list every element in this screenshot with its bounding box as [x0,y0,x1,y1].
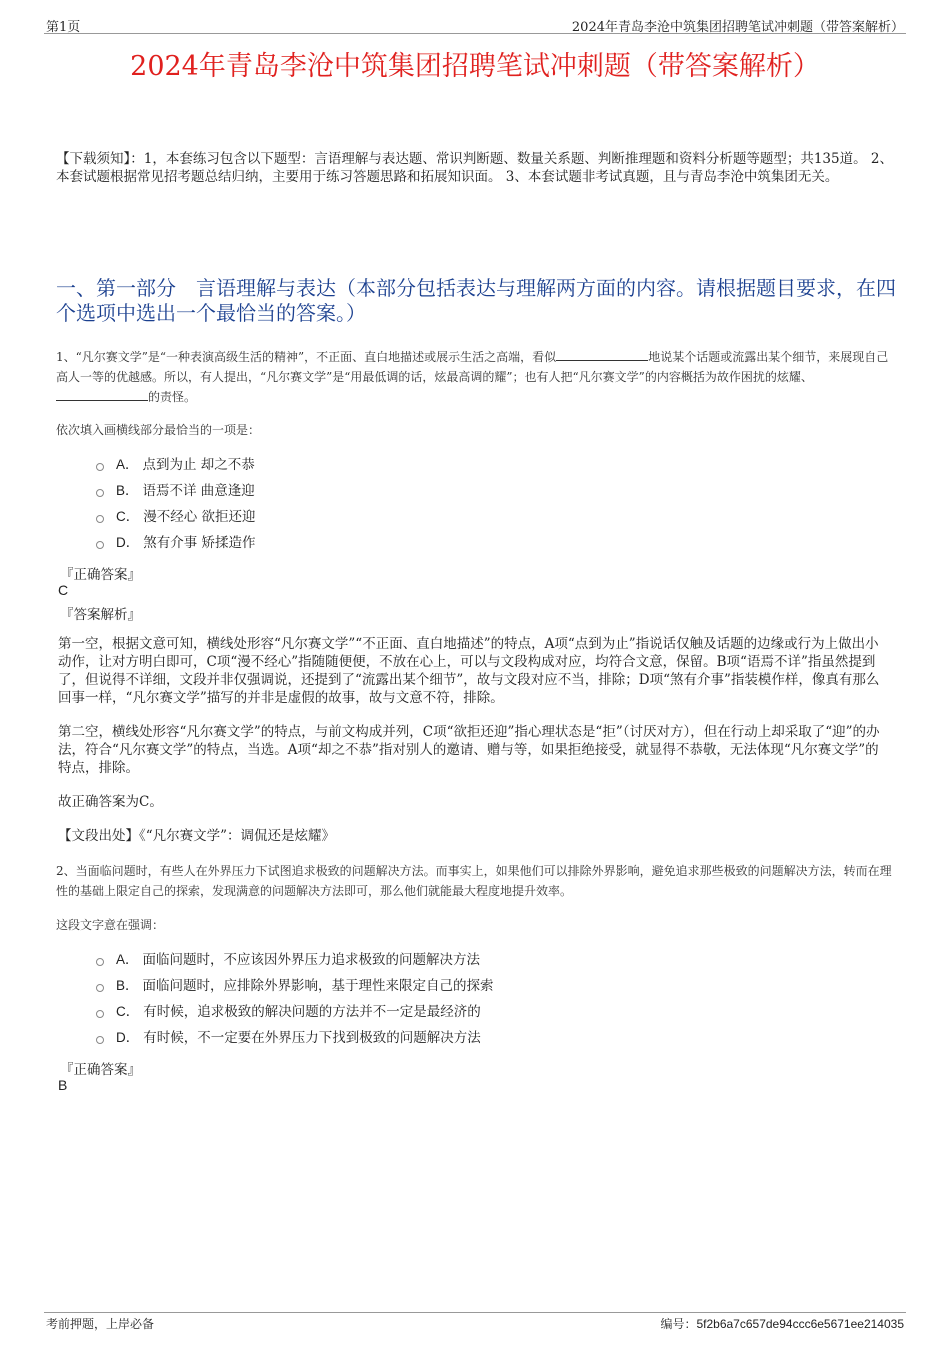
footer-code: 编号：5f2b6a7c657de94ccc6e5671ee214035 [660,1317,904,1331]
radio-icon[interactable] [96,1010,104,1018]
question-2-stem: 2、当面临问题时，有些人在外界压力下试图追求极致的问题解决方法。而事实上，如果他们可以排除外界影响，避免追求那些极致的问题解决方法，转而在理性的基础上限定自己的探索，发现满意的问题解决方法即可，那么他们就能最大程度地提升效率。 [56,864,892,898]
option-d[interactable]: D． 有时候，不一定要在外界压力下找到极致的问题解决方法 [96,1025,494,1051]
correct-answer: C [58,582,69,598]
footer-divider [44,1312,906,1313]
answer-label: 『正确答案』 [60,567,141,583]
radio-icon[interactable] [96,984,104,992]
download-notice: 【下载须知】：1，本套练习包含以下题型：言语理解与表达题、常识判断题、数量关系题、判断推理题和资料分析题等题型；共135道。 2、本套试题根据常见招考题总结归纳，主要用于练习答题思路和拓展知识面。 3、本套试题非考试真题，且与青岛李沧中筑集团无关。 [56,151,893,185]
option-c[interactable]: C． 漫不经心 欲拒还迎 [96,504,256,530]
analysis-conclusion: 故正确答案为C。 [58,794,163,810]
correct-answer: B [58,1077,68,1093]
radio-icon[interactable] [96,463,104,471]
page-title: 2024年青岛李沧中筑集团招聘笔试冲刺题（带答案解析） [130,51,820,82]
section-heading: 一、第一部分 言语理解与表达（本部分包括表达与理解两方面的内容。请根据题目要求，在四个选项中选出一个最恰当的答案。） [56,276,896,325]
text-source: 【文段出处】《“凡尔赛文学”：调侃还是炫耀》 [58,828,336,844]
option-b[interactable]: B． 面临问题时，应排除外界影响，基于理性来限定自己的探索 [96,973,494,999]
page-number: 第1页 [46,20,81,35]
fill-blank-1 [556,348,648,361]
question-2-options [96,947,494,1051]
header-doc-title: 2024年青岛李沧中筑集团招聘笔试冲刺题（带答案解析） [571,20,904,35]
footer-slogan: 考前押题，上岸必备 [46,1317,155,1331]
radio-icon[interactable] [96,1036,104,1044]
question-2-prompt: 这段文字意在强调： [56,918,165,932]
answer-label: 『正确答案』 [60,1062,141,1078]
header-divider [44,33,906,34]
analysis-label: 『答案解析』 [60,607,141,623]
option-b[interactable]: B． 语焉不详 曲意逢迎 [96,478,256,504]
option-a[interactable]: A． 点到为止 却之不恭 [96,452,256,478]
fill-blank-2 [56,388,148,401]
question-1-stem-part3: 的责怪。 [148,390,197,404]
question-1-prompt: 依次填入画横线部分最恰当的一项是： [56,423,261,437]
question-1-stem-part2: 地说某个话题或流露出某个细节，来展现自己高人一等的优越感。所以，有人提出，“凡尔赛文学”是“用最低调的话，炫最高调的耀”；也有人把“凡尔赛文学”的内容概括为故作困扰的炫耀、 [56,350,889,384]
question-1-options [96,452,256,556]
radio-icon[interactable] [96,541,104,549]
radio-icon[interactable] [96,958,104,966]
analysis-paragraph-1: 第一空，根据文意可知，横线处形容“凡尔赛文学”“不正面、直白地描述”的特点，A项“点到为止”指说话仅触及话题的边缘或行为上做出小动作，让对方明白即可，C项“漫不经心”指随随便便，不放在心上，可以与文段构成对应，均符合文意，保留。B项“语焉不详”指虽然提到了，但说得不详细，文段并非仅强调说，还提到了“流露出某个细节”，故与文段对应不当，排除；D项“煞有介事”指装模作样，像真有那么回事一样，“凡尔赛文学”描写的并非是虚假的故事，故与文意不符，排除。 [58,636,880,706]
radio-icon[interactable] [96,515,104,523]
option-c[interactable]: C． 有时候，追求极致的解决问题的方法并不一定是最经济的 [96,999,494,1025]
question-1-stem [56,347,896,407]
question-1-stem-part1: 1、“凡尔赛文学”是“一种表演高级生活的精神”，不正面、直白地描述或展示生活之高端，看似 [56,350,557,364]
option-a[interactable]: A． 面临问题时，不应该因外界压力追求极致的问题解决方法 [96,947,494,973]
option-d[interactable]: D． 煞有介事 矫揉造作 [96,530,256,556]
analysis-paragraph-2: 第二空，横线处形容“凡尔赛文学”的特点，与前文构成并列，C项“欲拒还迎”指心理状态是“拒”（讨厌对方），但在行动上却采取了“迎”的办法，符合“凡尔赛文学”的特点，当选。A项“却之不恭”指对别人的邀请、赠与等，如果拒绝接受，就显得不恭敬，无法体现“凡尔赛文学”的特点，排除。 [58,724,880,776]
radio-icon[interactable] [96,489,104,497]
